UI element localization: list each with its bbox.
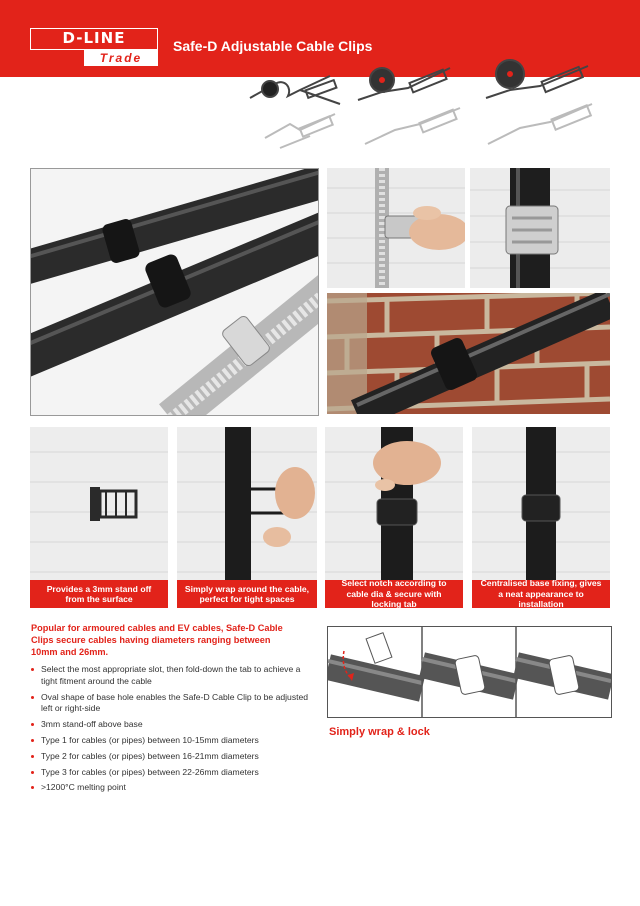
brand-logo xyxy=(30,28,158,66)
feature-item: >1200°C melting point xyxy=(31,782,311,794)
step-caption-1: Provides a 3mm stand off from the surface xyxy=(30,580,168,608)
step-photo-wrap xyxy=(177,427,317,580)
feature-item: Oval shape of base hole enables the Safe-D Cable Clip to be adjusted left or right-side xyxy=(31,692,311,716)
intro-text: Popular for armoured cables and EV cables, Safe-D Cable Clips secure cables having diameters ranging between 10mm and 26mm. xyxy=(31,623,283,658)
product-image-type-3 xyxy=(480,58,600,158)
step-photo-standoff xyxy=(30,427,168,580)
feature-item: Type 1 for cables (or pipes) between 10-15mm diameters xyxy=(31,735,311,747)
product-image-type-1 xyxy=(240,58,360,158)
product-image-type-2 xyxy=(350,58,470,158)
photo-conduit-with-clip xyxy=(470,168,610,288)
feature-item: Type 3 for cables (or pipes) between 22-26mm diameters xyxy=(31,767,311,779)
page-title: Safe-D Adjustable Cable Clips xyxy=(173,38,373,54)
brand-logo-bottom: Trade xyxy=(84,50,158,66)
brand-logo-top: D-LINE xyxy=(30,28,158,50)
wrap-lock-label: Simply wrap & lock xyxy=(329,726,430,738)
feature-list xyxy=(31,664,311,798)
step-photo-centralised xyxy=(472,427,610,580)
feature-item: Type 2 for cables (or pipes) between 16-21mm diameters xyxy=(31,751,311,763)
photo-hand-installing-clip xyxy=(327,168,465,288)
step-caption-2: Simply wrap around the cable, perfect for tight spaces xyxy=(177,580,317,608)
step-caption-3: Select notch according to cable dia & secure with locking tab xyxy=(325,580,463,608)
step-caption-4: Centralised base fixing, gives a neat appearance to installation xyxy=(472,580,610,608)
feature-item: Select the most appropriate slot, then fold-down the tab to achieve a tight fitment around the cable xyxy=(31,664,311,688)
photo-brick-wall-conduit xyxy=(327,293,610,414)
wrap-lock-illustration xyxy=(327,626,612,718)
feature-item: 3mm stand-off above base xyxy=(31,719,311,731)
photo-cables-with-clips xyxy=(30,168,319,416)
step-photo-select-notch xyxy=(325,427,463,580)
